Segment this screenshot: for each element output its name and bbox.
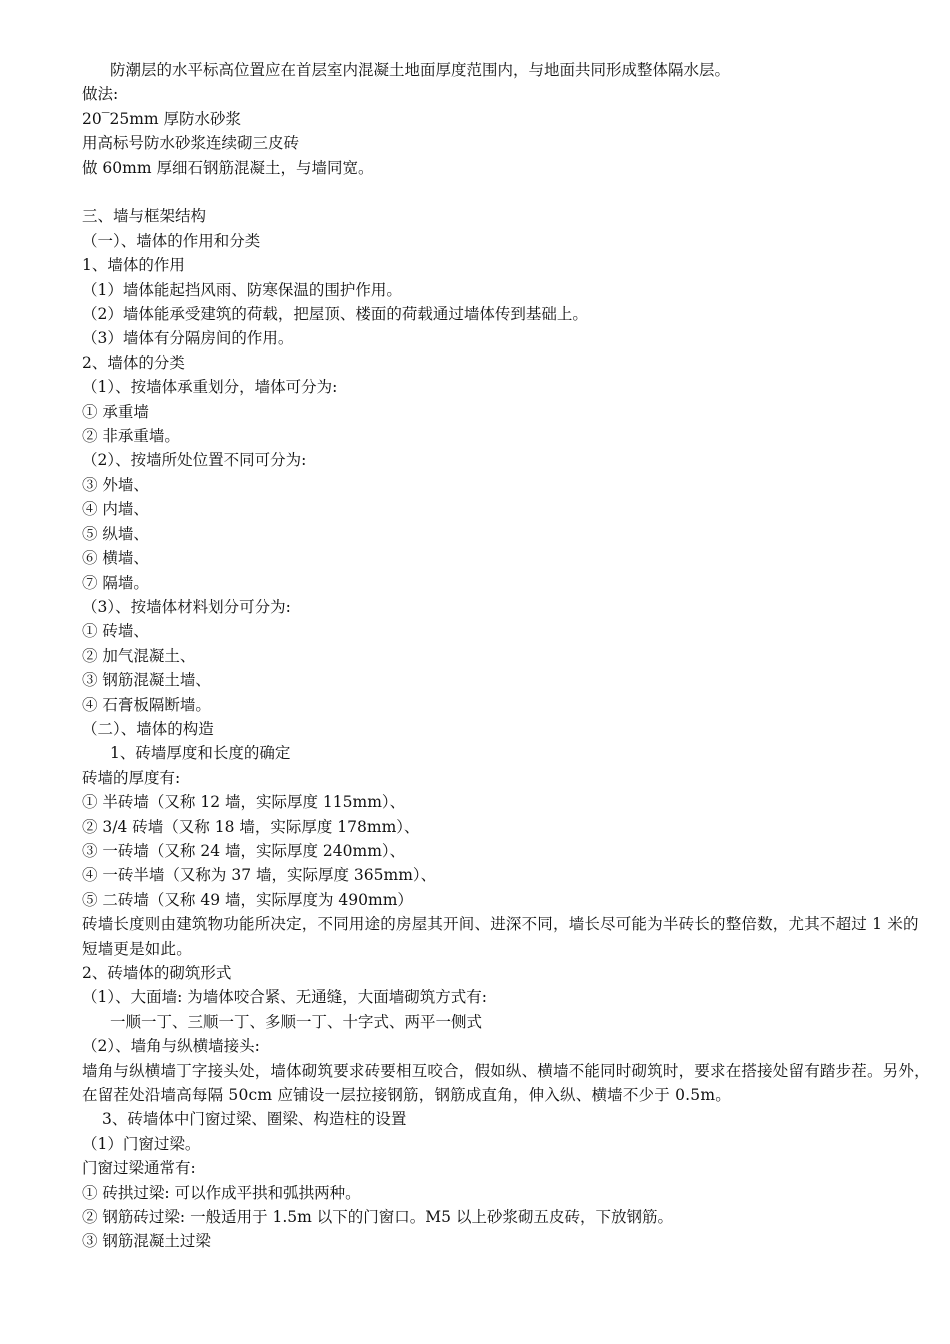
lintel-types-intro: 门窗过梁通常有:: [82, 1159, 196, 1178]
document-page: [82, 58, 932, 1254]
paragraph-method-heading: 做法:: [82, 85, 119, 104]
list-item-half-brick-wall: ① 半砖墙（又称 12 墙，实际厚度 115mm）、: [82, 793, 406, 812]
heading-thickness-length: 1、砖墙厚度和长度的确定: [110, 744, 291, 763]
list-item-longitudinal-wall: ⑤ 纵墙、: [82, 524, 149, 543]
blank-line: [82, 180, 932, 204]
list-item-brick-arch-lintel: ① 砖拱过梁: 可以作成平拱和弧拱两种。: [82, 1183, 361, 1202]
subsection-heading-function-classification: （一）、墙体的作用和分类: [82, 231, 261, 250]
lintel-heading: （1）门窗过梁。: [82, 1134, 201, 1153]
list-item-non-load-bearing: ② 非承重墙。: [82, 427, 180, 446]
classification-by-load: （1）、按墙体承重划分，墙体可分为:: [82, 378, 338, 397]
heading-wall-classification: 2、墙体的分类: [82, 353, 185, 372]
list-item-function-3: （3）墙体有分隔房间的作用。: [82, 329, 294, 348]
paragraph-damp-proof-level: 防潮层的水平标高位置应在首层室内混凝土地面厚度范围内，与地面共同形成整体隔水层。: [110, 61, 731, 79]
heading-masonry-form: 2、砖墙体的砌筑形式: [82, 964, 232, 983]
masonry-large-wall: （1）、大面墙: 为墙体咬合紧、无通缝，大面墙砌筑方式有:: [82, 988, 487, 1007]
paragraph-method-1: 20‾25mm 厚防水砂浆: [82, 109, 242, 128]
list-item-load-bearing: ① 承重墙: [82, 402, 149, 421]
paragraph-wall-length: 砖墙长度则由建筑物功能所决定，不同用途的房屋其开间、进深不同，墙长尽可能为半砖长的整倍数，尤其不超过 1 米的短墙更是如此。: [82, 915, 919, 958]
list-item-function-2: （2）墙体能承受建筑的荷载，把屋顶、楼面的荷载通过墙体传到基础上。: [82, 305, 588, 324]
masonry-patterns: 一顺一丁、三顺一丁、多顺一丁、十字式、两平一侧式: [110, 1012, 483, 1031]
paragraph-corner-joint: 墙角与纵横墙丁字接头处，墙体砌筑要求砖要相互咬合，假如纵、横墙不能同时砌筑时，要求在搭接处留有踏步茬。另外，在留茬处沿墙高每隔 50cm 应铺设一层拉接钢筋，钢筋成直角，伸入纵、横墙不少于 0.5m。: [82, 1061, 930, 1105]
list-item-interior-wall: ④ 内墙、: [82, 500, 149, 519]
heading-lintel-ring-beam-column: 3、砖墙体中门窗过梁、圈梁、构造柱的设置: [102, 1110, 407, 1129]
list-item-rc-wall: ③ 钢筋混凝土墙、: [82, 671, 211, 690]
list-item-exterior-wall: ③ 外墙、: [82, 475, 149, 494]
brick-wall-thickness-intro: 砖墙的厚度有:: [82, 768, 181, 787]
list-item-transverse-wall: ⑥ 横墙、: [82, 549, 149, 568]
list-item-one-brick-wall: ③ 一砖墙（又称 24 墙，实际厚度 240mm）、: [82, 841, 406, 860]
section-heading-wall-frame: 三、墙与框架结构: [82, 207, 207, 226]
paragraph-method-2: 用高标号防水砂浆连续砌三皮砖: [82, 134, 300, 153]
subsection-heading-wall-construction: （二）、墙体的构造: [82, 719, 214, 738]
list-item-two-brick-wall: ⑤ 二砖墙（又称 49 墙，实际厚度为 490mm）: [82, 890, 413, 909]
list-item-aerated-concrete: ② 加气混凝土、: [82, 646, 196, 665]
classification-by-position: （2）、按墙所处位置不同可分为:: [82, 451, 307, 470]
list-item-brick-wall: ① 砖墙、: [82, 622, 149, 641]
masonry-corner-joint: （2）、墙角与纵横墙接头:: [82, 1037, 260, 1056]
list-item-one-half-brick-wall: ④ 一砖半墙（又称为 37 墙，实际厚度 365mm）、: [82, 866, 437, 885]
list-item-gypsum-partition: ④ 石膏板隔断墙。: [82, 695, 211, 714]
list-item-partition-wall: ⑦ 隔墙。: [82, 573, 149, 592]
list-item-rc-lintel: ③ 钢筋混凝土过梁: [82, 1232, 211, 1251]
classification-by-material: （3）、按墙体材料划分可分为:: [82, 597, 291, 616]
list-item-three-quarter-brick-wall: ② 3/4 砖墙（又称 18 墙，实际厚度 178mm）、: [82, 817, 420, 836]
list-item-reinforced-brick-lintel: ② 钢筋砖过梁: 一般适用于 1.5m 以下的门窗口。M5 以上砂浆砌五皮砖，下放钢筋。: [82, 1208, 673, 1227]
list-item-function-1: （1）墙体能起挡风雨、防寒保温的围护作用。: [82, 280, 402, 299]
paragraph-method-3: 做 60mm 厚细石钢筋混凝土，与墙同宽。: [82, 158, 374, 177]
heading-wall-function: 1、墙体的作用: [82, 256, 185, 275]
